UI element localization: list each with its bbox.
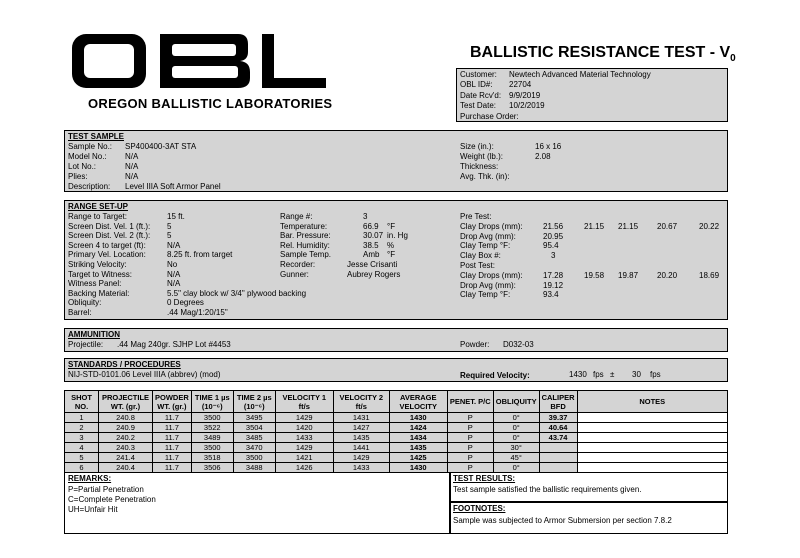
clay-field-value: 21.56 — [543, 222, 564, 231]
sample-field-value: N/A — [125, 152, 139, 161]
shot-table-header: PROJECTILE WT. (gr.) — [99, 391, 153, 413]
table-cell: 0° — [493, 433, 539, 443]
pre-test-label: Pre Test: — [460, 212, 492, 221]
tolerance-value: 30 — [632, 370, 641, 379]
table-cell: 3500 — [191, 443, 233, 453]
table-cell: P — [447, 423, 493, 433]
table-cell: 240.4 — [99, 463, 153, 473]
range-field-unit: °F — [387, 221, 396, 231]
info-box — [456, 68, 728, 122]
table-cell: 39.37 — [539, 413, 577, 423]
table-cell: 6 — [65, 463, 99, 473]
range-field-value: 5.5" clay block w/ 3/4" plywood backing — [167, 288, 307, 298]
range-setup-section — [64, 200, 728, 320]
range-field-value: Aubrey Rogers — [347, 269, 401, 279]
shot-table-header: TIME 2 µs (10⁻⁶) — [233, 391, 275, 413]
range-field-label: Screen Dist. Vel. 2 (ft.): — [68, 231, 151, 241]
shot-table-header: OBLIQUITY — [493, 391, 539, 413]
clay-field-value: 17.28 — [543, 271, 564, 280]
shot-table-header: AVERAGE VELOCITY — [389, 391, 447, 413]
table-cell — [577, 443, 727, 453]
table-cell: 1441 — [333, 443, 389, 453]
range-field-value: 5 — [167, 221, 172, 231]
range-field-value: .44 Mag/1:20/15" — [167, 308, 228, 317]
table-cell: 1434 — [389, 433, 447, 443]
range-field-value: 66.9 — [363, 221, 379, 231]
remarks-heading: REMARKS: — [68, 474, 112, 483]
shot-table-header: PENET. P/C — [447, 391, 493, 413]
shot-table-header: SHOT NO. — [65, 391, 99, 413]
range-field-label: Target to Witness: — [68, 269, 133, 279]
table-cell: P — [447, 433, 493, 443]
report-title — [470, 44, 736, 64]
obl-logo — [68, 28, 330, 98]
standard-value: NIJ-STD-0101.06 Level IIIA (abbrev) (mod) — [68, 370, 221, 379]
table-cell: 3 — [65, 433, 99, 443]
table-cell: 3489 — [191, 433, 233, 443]
info-value: 22704 — [509, 80, 532, 90]
clay-field-label: Clay Temp °F: — [460, 290, 511, 300]
table-cell: 1424 — [389, 423, 447, 433]
table-cell: 3522 — [191, 423, 233, 433]
shot-table-header: VELOCITY 2 ft/s — [333, 391, 389, 413]
range-field-label: Obliquity: — [68, 298, 102, 308]
powder-label: Powder: — [460, 340, 490, 349]
remark-line: P=Partial Penetration — [68, 485, 144, 494]
table-cell: 11.7 — [153, 453, 192, 463]
clay-field-label: Drop Avg (mm): — [460, 280, 516, 290]
required-velocity-value: 1430 — [569, 370, 587, 379]
lab-name: OREGON BALLISTIC LABORATORIES — [88, 96, 333, 111]
table-cell: 11.7 — [153, 423, 192, 433]
range-setup-heading: RANGE SET-UP — [68, 202, 129, 211]
info-label: Customer: — [460, 70, 497, 79]
projectile-value: .44 Mag 240gr. SJHP Lot #4453 — [117, 340, 231, 349]
table-cell: 11.7 — [153, 463, 192, 473]
sample-field-label: Sample No.: — [68, 142, 113, 151]
range-field-value: 38.5 — [363, 240, 379, 250]
shot-table-container — [64, 390, 728, 473]
shot-table-header: POWDER WT. (gr.) — [153, 391, 192, 413]
table-cell — [577, 463, 727, 473]
report-title-text: BALLISTIC RESISTANCE TEST - V — [470, 44, 731, 61]
table-cell: 1431 — [333, 413, 389, 423]
table-cell: 3470 — [233, 443, 275, 453]
table-cell: 240.3 — [99, 443, 153, 453]
table-cell: 40.64 — [539, 423, 577, 433]
range-field-value: 5 — [167, 231, 172, 241]
range-field-value: N/A — [167, 269, 181, 279]
range-field-value: N/A — [167, 279, 181, 289]
range-field-label: Sample Temp. — [280, 250, 331, 260]
table-cell: 30° — [493, 443, 539, 453]
clay-field-value: 19.12 — [543, 280, 564, 290]
sample-field-label: Description: — [68, 182, 111, 191]
clay-field-label: Clay Box #: — [460, 250, 501, 260]
table-row — [65, 433, 728, 443]
table-cell — [539, 453, 577, 463]
range-field-unit: °F — [387, 250, 396, 260]
sample-field-label: Size (in.): — [460, 142, 494, 151]
clay-field-label: Clay Drops (mm): — [460, 271, 523, 280]
clay-field-value: 93.4 — [543, 290, 559, 300]
sample-field-label: Avg. Thk. (in): — [460, 172, 510, 181]
table-cell: 1430 — [389, 413, 447, 423]
range-field-unit: in. Hg — [387, 231, 408, 241]
table-cell: 11.7 — [153, 443, 192, 453]
table-cell: 4 — [65, 443, 99, 453]
range-field-value: 8.25 ft. from target — [167, 250, 233, 260]
table-cell: 5 — [65, 453, 99, 463]
standards-section — [64, 358, 728, 382]
table-cell: 240.9 — [99, 423, 153, 433]
clay-field-value: 18.69 — [699, 271, 720, 280]
shot-table — [64, 390, 728, 473]
range-field-value: No — [167, 260, 178, 269]
table-cell: P — [447, 453, 493, 463]
table-cell: 1430 — [389, 463, 447, 473]
table-cell: 45° — [493, 453, 539, 463]
range-field-label: Range #: — [280, 212, 313, 221]
test-sample-section — [64, 130, 728, 192]
table-cell: 3488 — [233, 463, 275, 473]
clay-field-value: 19.87 — [618, 271, 639, 280]
ammunition-heading: AMMUNITION — [68, 330, 120, 339]
table-cell: 3495 — [233, 413, 275, 423]
table-cell: 0° — [493, 413, 539, 423]
tolerance-unit: fps — [650, 370, 661, 379]
clay-field-value: 20.22 — [699, 222, 720, 231]
table-row — [65, 423, 728, 433]
clay-field-value: 19.58 — [584, 271, 605, 280]
table-cell — [577, 453, 727, 463]
range-field-value: 0 Degrees — [167, 298, 204, 308]
footnotes-text: Sample was subjected to Armor Submersion per section 7.8.2 — [453, 516, 672, 525]
range-field-value: Amb — [363, 250, 380, 260]
range-field-label: Barrel: — [68, 308, 92, 317]
sample-field-value: N/A — [125, 162, 139, 171]
clay-field-value: 20.67 — [657, 222, 678, 231]
ammunition-section — [64, 328, 728, 352]
test-sample-heading: TEST SAMPLE — [68, 132, 125, 141]
table-cell: 1427 — [333, 423, 389, 433]
range-field-value: 30.07 — [363, 231, 384, 241]
table-cell: 1426 — [275, 463, 333, 473]
clay-field-label: Drop Avg (mm): — [460, 231, 516, 241]
standards-heading: STANDARDS / PROCEDURES — [68, 360, 181, 369]
clay-field-label: Clay Drops (mm): — [460, 222, 523, 231]
range-field-label: Backing Material: — [68, 288, 130, 298]
table-cell: 1 — [65, 413, 99, 423]
table-cell: 1433 — [275, 433, 333, 443]
report-title-subscript: 0 — [730, 53, 736, 65]
clay-field-value: 21.15 — [584, 222, 605, 231]
plus-minus: ± — [610, 370, 615, 379]
table-cell — [577, 433, 727, 443]
shot-table-header: NOTES — [577, 391, 727, 413]
table-cell: 1420 — [275, 423, 333, 433]
clay-field-value: 3 — [551, 250, 556, 260]
range-field-label: Range to Target: — [68, 212, 128, 221]
sample-field-label: Lot No.: — [68, 162, 97, 171]
table-cell: 3506 — [191, 463, 233, 473]
range-field-label: Rel. Humidity: — [280, 240, 330, 250]
info-label: Purchase Order: — [460, 111, 519, 121]
info-value: Newtech Advanced Material Technology — [509, 70, 651, 79]
table-cell: 3500 — [191, 413, 233, 423]
test-results-heading: TEST RESULTS: — [453, 474, 516, 483]
required-velocity-unit: fps — [593, 370, 604, 379]
clay-field-value: 95.4 — [543, 241, 559, 251]
remarks-section — [64, 472, 450, 534]
table-cell — [539, 443, 577, 453]
sample-field-label: Weight (lb.): — [460, 152, 503, 161]
range-field-label: Temperature: — [280, 221, 328, 231]
range-field-label: Screen 4 to target (ft): — [68, 240, 146, 250]
info-value: 10/2/2019 — [509, 101, 545, 111]
range-field-value: N/A — [167, 240, 181, 250]
sample-field-label: Thickness: — [460, 162, 499, 171]
table-cell: 1421 — [275, 453, 333, 463]
clay-field-value: 20.95 — [543, 231, 564, 241]
table-cell: 1435 — [389, 443, 447, 453]
sample-field-label: Model No.: — [68, 152, 107, 161]
required-velocity-label: Required Velocity: — [460, 371, 530, 380]
table-row — [65, 413, 728, 423]
shot-table-header: TIME 1 µs (10⁻⁶) — [191, 391, 233, 413]
sample-field-label: Plies: — [68, 172, 88, 181]
table-cell: 1429 — [275, 413, 333, 423]
range-field-label: Recorder: — [280, 260, 316, 269]
powder-value: D032-03 — [503, 340, 534, 349]
shot-table-header: CALIPER BFD — [539, 391, 577, 413]
range-field-label: Gunner: — [280, 269, 309, 279]
table-cell: 1435 — [333, 433, 389, 443]
table-cell: P — [447, 463, 493, 473]
footnotes-section — [450, 502, 728, 534]
table-cell: 0° — [493, 423, 539, 433]
test-results-text: Test sample satisfied the ballistic requirements given. — [453, 485, 642, 494]
clay-field-value: 21.15 — [618, 222, 639, 231]
info-label: OBL ID#: — [460, 80, 493, 90]
table-cell: P — [447, 443, 493, 453]
range-field-unit: % — [387, 240, 395, 250]
table-cell: 240.8 — [99, 413, 153, 423]
table-cell: 241.4 — [99, 453, 153, 463]
sample-field-value: SP400400-3AT STA — [125, 142, 197, 151]
table-cell: P — [447, 413, 493, 423]
table-cell: 11.7 — [153, 413, 192, 423]
table-cell: 2 — [65, 423, 99, 433]
table-cell: 3518 — [191, 453, 233, 463]
table-cell: 1425 — [389, 453, 447, 463]
table-row — [65, 463, 728, 473]
sample-field-value: 16 x 16 — [535, 142, 562, 151]
range-field-value: 15 ft. — [167, 212, 185, 221]
sample-field-value: 2.08 — [535, 152, 551, 161]
range-field-value: Jesse Crisanti — [347, 260, 398, 269]
table-cell: 3500 — [233, 453, 275, 463]
table-cell: 1433 — [333, 463, 389, 473]
table-cell: 1429 — [333, 453, 389, 463]
range-field-label: Primary Vel. Location: — [68, 250, 146, 260]
info-value: 9/9/2019 — [509, 90, 541, 100]
table-cell: 3504 — [233, 423, 275, 433]
obl-logo-graphic — [68, 28, 330, 98]
shot-table-header: VELOCITY 1 ft/s — [275, 391, 333, 413]
info-label: Date Rcv'd: — [460, 90, 502, 100]
remark-line: C=Complete Penetration — [68, 495, 156, 504]
range-field-label: Striking Velocity: — [68, 260, 127, 269]
table-cell — [577, 413, 727, 423]
table-cell: 43.74 — [539, 433, 577, 443]
clay-field-value: 20.20 — [657, 271, 678, 280]
table-cell: 3485 — [233, 433, 275, 443]
table-cell — [539, 463, 577, 473]
test-results-section — [450, 472, 728, 502]
range-field-value: 3 — [363, 212, 368, 221]
table-row — [65, 453, 728, 463]
range-field-label: Witness Panel: — [68, 279, 122, 289]
sample-field-value: N/A — [125, 172, 139, 181]
table-row — [65, 443, 728, 453]
footnotes-heading: FOOTNOTES: — [453, 504, 506, 513]
projectile-label: Projectile: — [68, 340, 104, 349]
table-cell: 0° — [493, 463, 539, 473]
remark-line: UH=Unfair Hit — [68, 505, 118, 514]
post-test-label: Post Test: — [460, 261, 495, 270]
clay-field-label: Clay Temp °F: — [460, 241, 511, 251]
table-cell: 1429 — [275, 443, 333, 453]
range-field-label: Screen Dist. Vel. 1 (ft.): — [68, 221, 151, 231]
info-label: Test Date: — [460, 101, 497, 111]
table-cell: 240.2 — [99, 433, 153, 443]
table-cell — [577, 423, 727, 433]
table-cell: 11.7 — [153, 433, 192, 443]
sample-field-value: Level IIIA Soft Armor Panel — [125, 182, 221, 191]
range-field-label: Bar. Pressure: — [280, 231, 331, 241]
